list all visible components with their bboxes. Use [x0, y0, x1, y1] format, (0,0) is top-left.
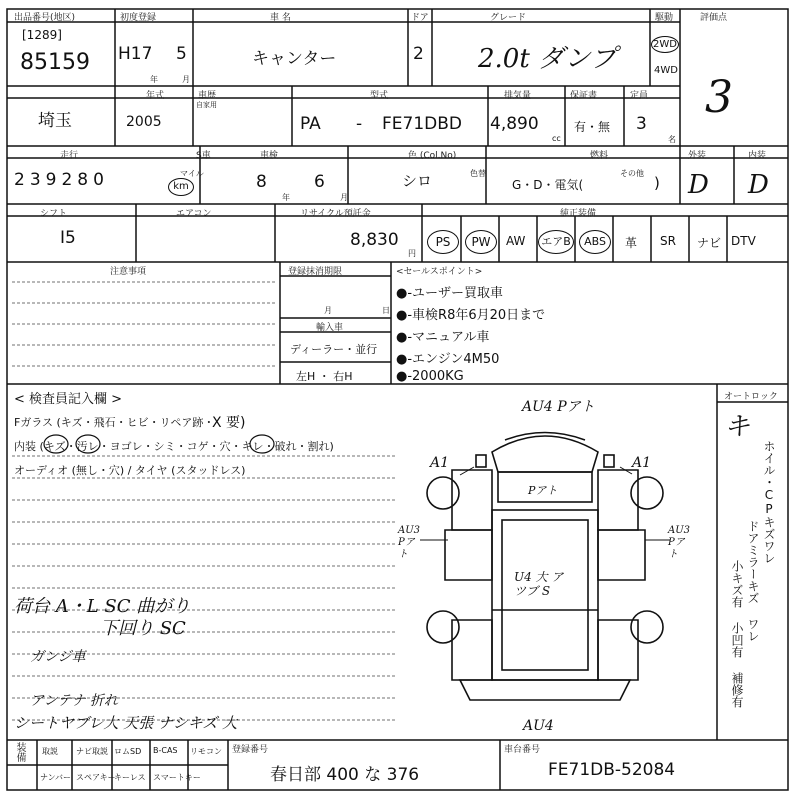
cc-unit: cc: [552, 134, 561, 143]
model-code-header: 型式: [370, 91, 389, 101]
aircon-header: エアコン: [176, 209, 212, 219]
door-count: 2: [413, 44, 424, 64]
equip-navi: ナビ: [697, 236, 722, 250]
handwritten-note-2: 下回り SC: [100, 618, 186, 639]
equip-ps-circled: PS: [427, 230, 459, 254]
deadline-day-unit: 日: [382, 306, 390, 315]
diagram-note-rear: AU4: [523, 718, 554, 734]
bottom-label-4: B-CAS: [153, 746, 178, 755]
yen-unit: 円: [408, 249, 416, 258]
right-note-3: 小キズ有 小凹有 補修有: [730, 560, 744, 708]
handwritten-note-4: アンテナ 折れ: [30, 693, 118, 709]
seats-header: 定員: [630, 91, 649, 101]
mileage-header: 走行: [60, 151, 79, 161]
month-unit: 月: [182, 75, 190, 84]
inspection-month: 6: [314, 172, 325, 192]
registration-month: 5: [176, 44, 187, 64]
bottom-side-label: 装備: [14, 742, 25, 762]
history-header: 車歴: [198, 91, 217, 101]
car-name: キャンター: [252, 49, 337, 69]
bottom-label-8: キーレス: [114, 773, 146, 782]
region: 埼玉: [38, 111, 72, 131]
bottom-label-6: ナンバー: [40, 773, 72, 782]
lot-bracket-number: [1289]: [22, 28, 62, 42]
diagram-note-bed: U4 大 アツブ S: [514, 570, 564, 598]
steering-options: 左H ・ 右H: [296, 370, 353, 383]
diagram-note-cab: Pアト: [528, 484, 558, 497]
bottom-label-2: ナビ取説: [76, 747, 108, 756]
diagram-note-left-front: A1: [430, 455, 450, 471]
equip-pw-circled: PW: [465, 230, 497, 254]
year-model: 2005: [126, 114, 162, 130]
registration-era: H17: [118, 44, 153, 64]
auto-lock-mark: キ: [724, 412, 751, 442]
fuel-header: 燃料: [590, 151, 609, 161]
doors-header: ドア: [411, 13, 429, 23]
inspection-header: 車検: [260, 151, 279, 161]
auto-lock-header: オートロック: [724, 392, 778, 402]
shift-value: I5: [60, 228, 76, 248]
sales-point-3: ●-マニュアル車: [396, 330, 490, 345]
lot-number-header: 出品番号(地区): [14, 13, 76, 23]
handwritten-note-1: 荷台 A・L SC 曲がり: [14, 596, 191, 617]
import-value: ディーラー・並行: [290, 343, 378, 356]
drive-2wd-circled: 2WD: [651, 36, 679, 53]
displacement: 4,890: [490, 114, 539, 134]
seat-count: 3: [636, 114, 647, 134]
equip-abs-circled: ABS: [579, 230, 611, 254]
inspector-section-title: < 検査員記入欄 >: [14, 392, 123, 407]
displacement-header: 排気量: [504, 91, 532, 101]
license-plate: 春日部 400 な 376: [270, 765, 420, 785]
fuel-close-paren: ): [654, 174, 660, 192]
chassis-number: FE71DB-52084: [548, 760, 676, 780]
interior-header: 内装: [748, 151, 767, 161]
diagram-note-front: AU4 Pアト: [522, 399, 595, 415]
first-registration-header: 初度登録: [120, 13, 157, 23]
bottom-label-3: ロムSD: [114, 747, 142, 756]
audio-line: オーディオ (無し・穴) / タイヤ (スタッドレス): [14, 464, 246, 477]
diagram-note-right-door: AU3 Pアト: [668, 525, 691, 560]
sales-point-4: ●-エンジン4M50: [396, 352, 500, 367]
diagram-note-right-front: A1: [632, 455, 652, 471]
windshield-line: Fガラス (キズ・飛石・ヒビ・リペア跡・: [14, 416, 215, 429]
recycle-header: 保証書: [570, 91, 598, 101]
mileage-label: マイル: [180, 169, 204, 178]
sales-points-header: <セールスポイント>: [396, 267, 483, 277]
inspection-score: 3: [705, 72, 733, 123]
handwritten-note-3: ガンジ車: [30, 649, 86, 665]
chassis-header: 車台番号: [504, 745, 541, 755]
lot-number: 85159: [20, 50, 90, 75]
mileage-history-header: S車: [196, 151, 211, 161]
interior-line: 内装 (キズ・汚レ・ヨゴレ・シミ・コゲ・穴・キレ・破れ・割れ): [14, 440, 334, 453]
equip-airbag-circled: エアB: [538, 230, 574, 254]
year-unit: 年: [150, 75, 158, 84]
inspection-month-unit: 月: [340, 193, 348, 202]
recycle-fee: 8,830: [350, 230, 399, 250]
model-code: FE71DBD: [382, 114, 462, 134]
drive-header: 駆動: [655, 13, 674, 23]
seat-unit: 名: [668, 135, 676, 144]
bottom-label-7: スペアキー: [76, 773, 116, 782]
model-dash: -: [356, 114, 363, 134]
model-prefix: PA: [300, 114, 321, 134]
mileage-unit-km-circled: km: [168, 178, 194, 196]
plate-header: 登録番号: [232, 745, 269, 755]
right-note-2: ドアミラーキズ ワレ: [746, 520, 760, 642]
equip-leather: 革: [625, 236, 638, 250]
bottom-label-1: 取説: [42, 747, 58, 756]
sales-point-1: ●-ユーザー買取車: [396, 286, 504, 301]
color-header: 色 (Col.No): [408, 151, 457, 161]
inspection-year-unit: 年: [282, 193, 290, 202]
bottom-label-5: リモコン: [190, 747, 222, 756]
shift-header: シフト: [40, 209, 68, 219]
deadline-month-unit: 月: [324, 306, 332, 315]
car-name-header: 車 名: [270, 13, 291, 23]
recycle-options: 有・無: [574, 120, 611, 134]
year-model-header: 年式: [146, 91, 165, 101]
history-note: 自家用: [196, 101, 217, 109]
import-header: 輸入車: [316, 323, 344, 333]
sales-point-2: ●-車検R8年6月20日まで: [396, 308, 546, 323]
color-code-label: 色替: [470, 169, 486, 178]
inspection-year: 8: [256, 172, 267, 192]
bottom-label-9: スマートキー: [153, 773, 201, 782]
grade-header: グレード: [490, 13, 527, 23]
right-note-1: ホイル・CPキズワレ: [762, 440, 776, 564]
windshield-mark: X 要): [212, 415, 246, 431]
exterior-header: 外装: [688, 151, 707, 161]
recycle-fee-header: リサイクル預託金: [300, 209, 371, 219]
fuel-other-label: その他: [620, 169, 644, 178]
color-value: シロ: [402, 172, 433, 190]
notes-header: 注意事項: [110, 267, 147, 277]
sales-point-5: ●-2000KG: [396, 369, 464, 384]
registration-deadline-header: 登録抹消期限: [288, 267, 343, 277]
exterior-grade: D: [688, 170, 709, 200]
fuel-options: G・D・電気(: [512, 178, 584, 192]
equipment-header: 純正装備: [560, 209, 597, 219]
equip-dtv: DTV: [731, 234, 756, 248]
diagram-note-left-door: AU3 Pアト: [398, 525, 421, 560]
mileage-value: 239280: [14, 170, 109, 190]
score-header: 評価点: [700, 13, 728, 23]
equip-sr: SR: [660, 234, 676, 248]
grade-handwritten: 2.0t ダンプ: [478, 44, 617, 74]
interior-grade: D: [748, 170, 769, 200]
equip-aw: AW: [506, 234, 526, 248]
handwritten-note-5: シートヤブレ大 天張 ナシキズ 大: [14, 714, 238, 732]
drive-4wd: 4WD: [654, 65, 678, 76]
